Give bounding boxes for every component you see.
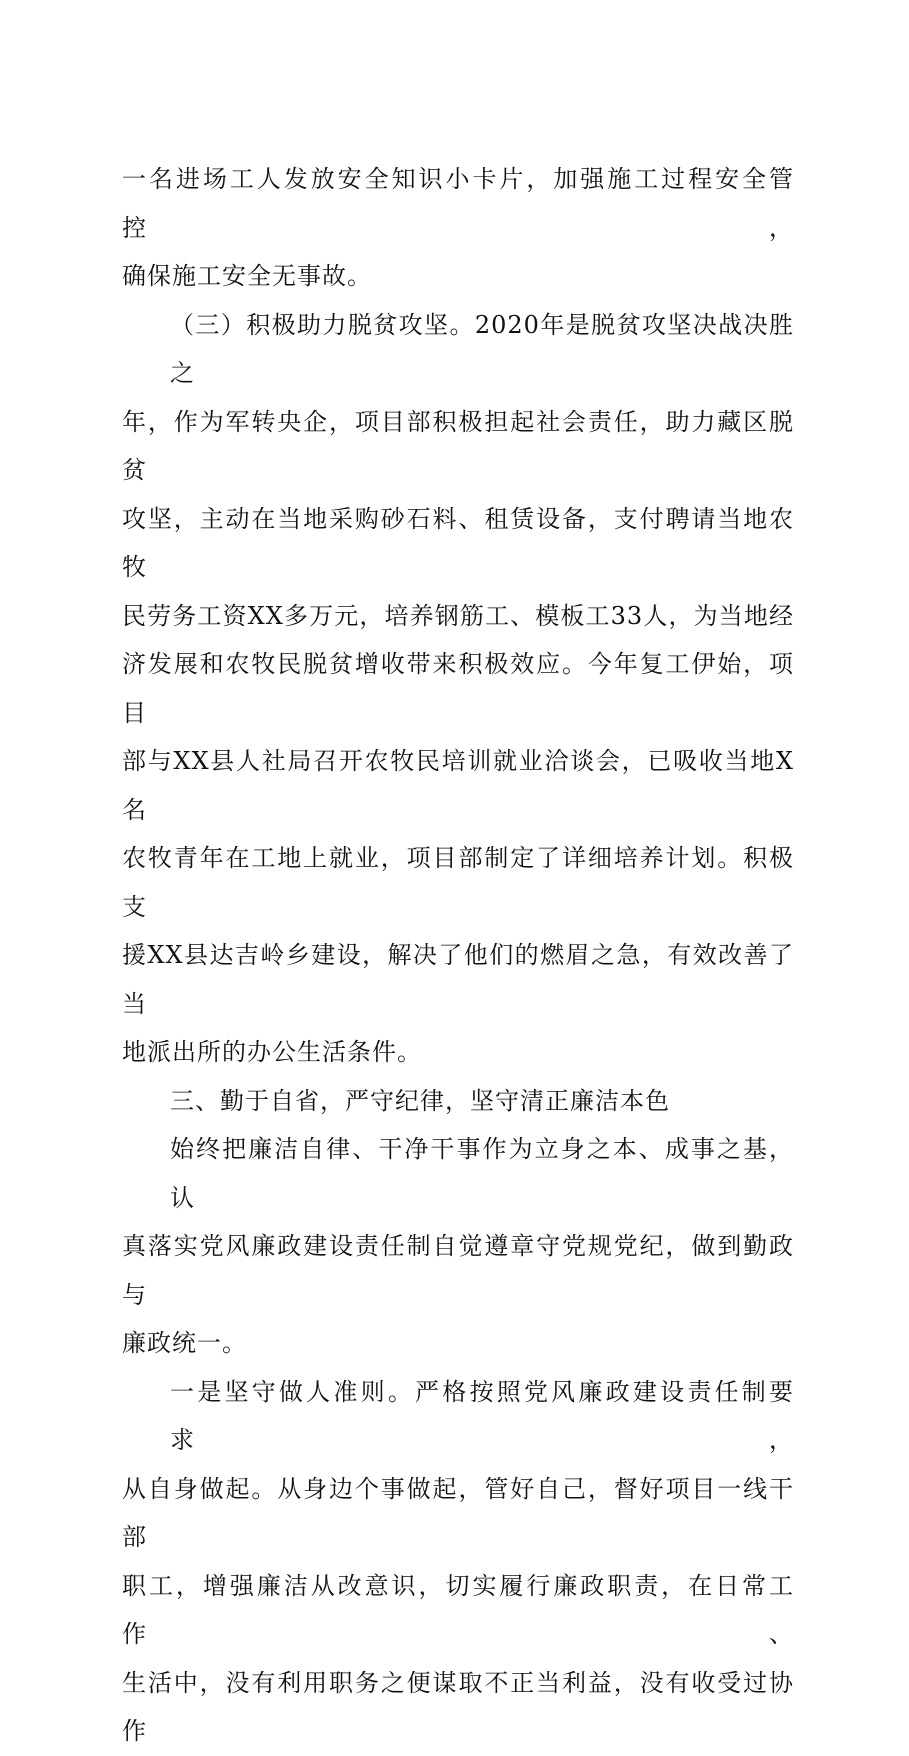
text-line: 攻坚，主动在当地采购砂石料、租赁设备，支付聘请当地农牧 bbox=[122, 504, 794, 581]
paragraph bbox=[122, 155, 794, 301]
text-line: 一名进场工人发放安全知识小卡片，加强施工过程安全管控， bbox=[122, 165, 794, 242]
text-line: 民劳务工资XX多万元，培养钢筋工、模板工33人，为当地经 bbox=[122, 601, 794, 630]
paragraph bbox=[122, 1125, 794, 1368]
text-line: 农牧青年在工地上就业，项目部制定了详细培养计划。积极支 bbox=[122, 844, 794, 921]
text-line: 廉政统一。 bbox=[122, 1329, 247, 1357]
text-line: 从自身做起。从身边个事做起，管好自己，督好项目一线干部 bbox=[122, 1474, 794, 1551]
paragraph bbox=[122, 1077, 794, 1126]
text-line: （三）积极助力脱贫攻坚。2020年是脱贫攻坚决战决胜之 bbox=[170, 310, 794, 387]
text-line: 部与XX县人社局召开农牧民培训就业洽谈会，已吸收当地X名 bbox=[122, 747, 794, 824]
text-line: 职工，增强廉洁从改意识，切实履行廉政职责，在日常工作、 bbox=[122, 1571, 794, 1648]
text-line: 确保施工安全无事故。 bbox=[122, 262, 372, 290]
text-line: 一是坚守做人准则。严格按照党风廉政建设责任制要求， bbox=[170, 1377, 794, 1454]
text-line: 年，作为军转央企，项目部积极担起社会责任，助力藏区脱贫 bbox=[122, 407, 794, 484]
text-line: 地派出所的办公生活条件。 bbox=[122, 1038, 422, 1066]
text-line: 援XX县达吉岭乡建设，解决了他们的燃眉之急，有效改善了当 bbox=[122, 941, 794, 1018]
text-line: 三、勤于自省，严守纪律，坚守清正廉洁本色 bbox=[170, 1086, 670, 1115]
text-line: 济发展和农牧民脱贫增收带来积极效应。今年复工伊始，项目 bbox=[122, 650, 794, 727]
paragraph bbox=[122, 1368, 794, 1756]
document-body bbox=[122, 155, 794, 1756]
paragraph bbox=[122, 301, 794, 1077]
text-line: 始终把廉洁自律、干净干事作为立身之本、成事之基，认 bbox=[170, 1135, 794, 1212]
text-line: 真落实党风廉政建设责任制自觉遵章守党规党纪，做到勤政与 bbox=[122, 1232, 794, 1309]
text-line: 生活中，没有利用职务之便谋取不正当利益，没有收受过协作 bbox=[122, 1668, 794, 1745]
